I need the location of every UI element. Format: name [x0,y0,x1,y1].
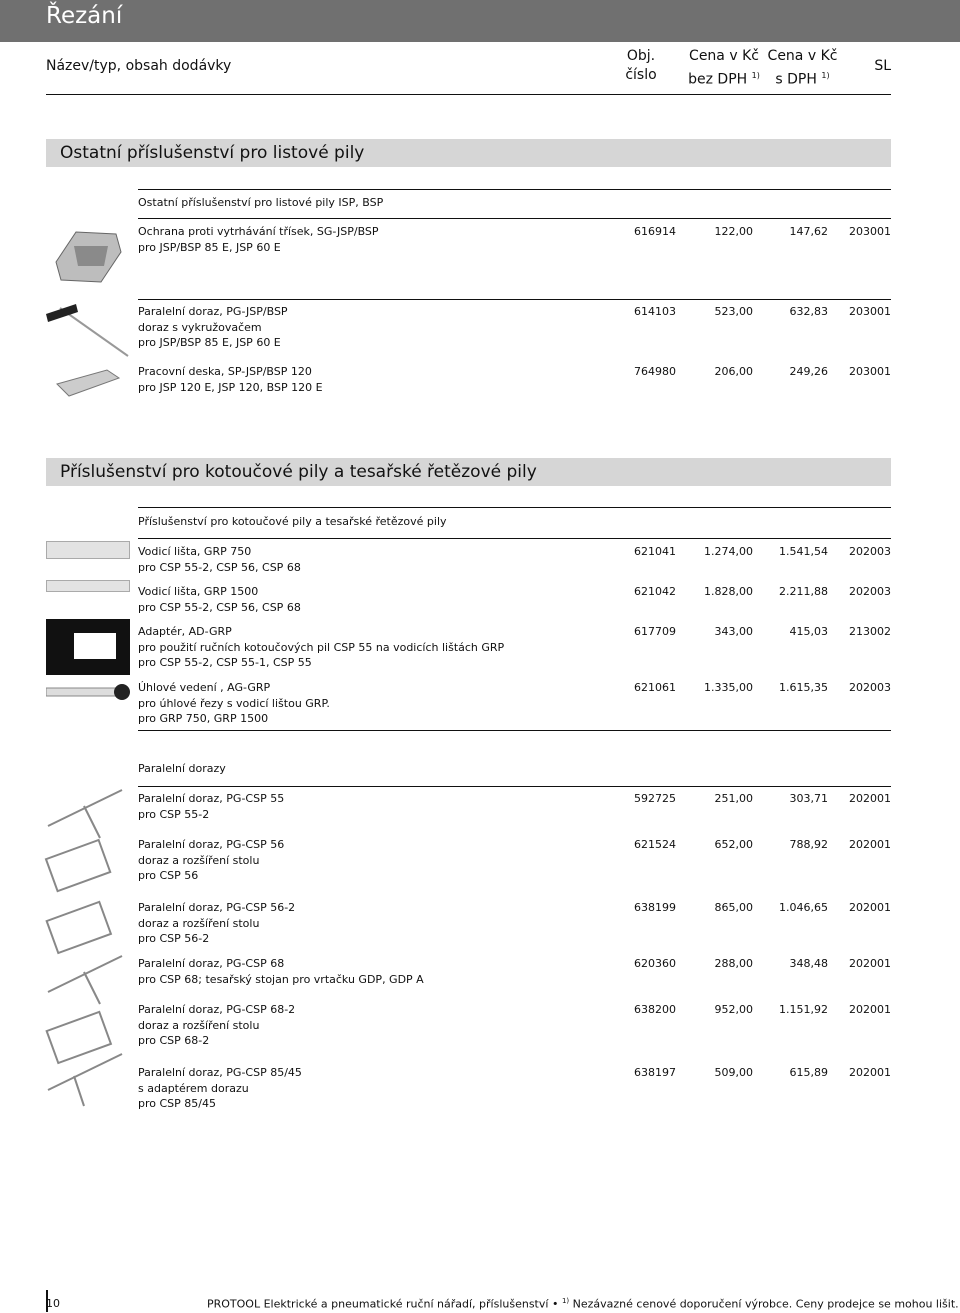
footer-text: PROTOOL Elektrické a pneumatické ruční nářadí, příslušenství • $^{1)}$ Nezávazné cenové doporučení výrobce. Ceny prodejce se mohou lišit. [207,1297,959,1311]
guide-rail-1500-image [46,580,130,592]
parallel-fences-image [44,786,130,1126]
group-rule [138,218,891,219]
adapter-image [46,619,130,675]
page-title: Řezání [46,3,123,29]
page-number: 10 [46,1297,60,1310]
header-price-inc: Cena v Kč s DPH $^{1)}$ [767,48,838,88]
angle-guide-image [46,682,130,704]
group-title: Ostatní příslušenství pro listové pily ISP, BSP [138,196,384,209]
section-band [46,139,891,167]
header-price-ex: Cena v Kč bez DPH $^{1)}$ [688,48,760,88]
guide-rail-750-image [46,541,130,559]
group-title: Příslušenství pro kotoučové pily a tesařské řetězové pily [138,515,447,528]
section-band [46,458,891,486]
section-title: Ostatní příslušenství pro listové pily [60,143,365,163]
parallel-fence-image [46,300,130,360]
header-rule [46,94,891,95]
group-rule [138,189,891,190]
work-plate-image [55,366,121,400]
splinter-guard-image [46,222,128,288]
header-sl: SL [874,58,891,74]
group-rule [138,786,891,787]
group-rule [138,730,891,731]
header-name-col: Název/typ, obsah dodávky [46,58,232,74]
item-rule [138,299,891,300]
title-bar [0,0,960,42]
group-rule [138,538,891,539]
group-rule [138,507,891,508]
group-title: Paralelní dorazy [138,762,226,775]
header-order-no: Obj. číslo [625,48,657,83]
section-title: Příslušenství pro kotoučové pily a tesařské řetězové pily [60,462,537,482]
